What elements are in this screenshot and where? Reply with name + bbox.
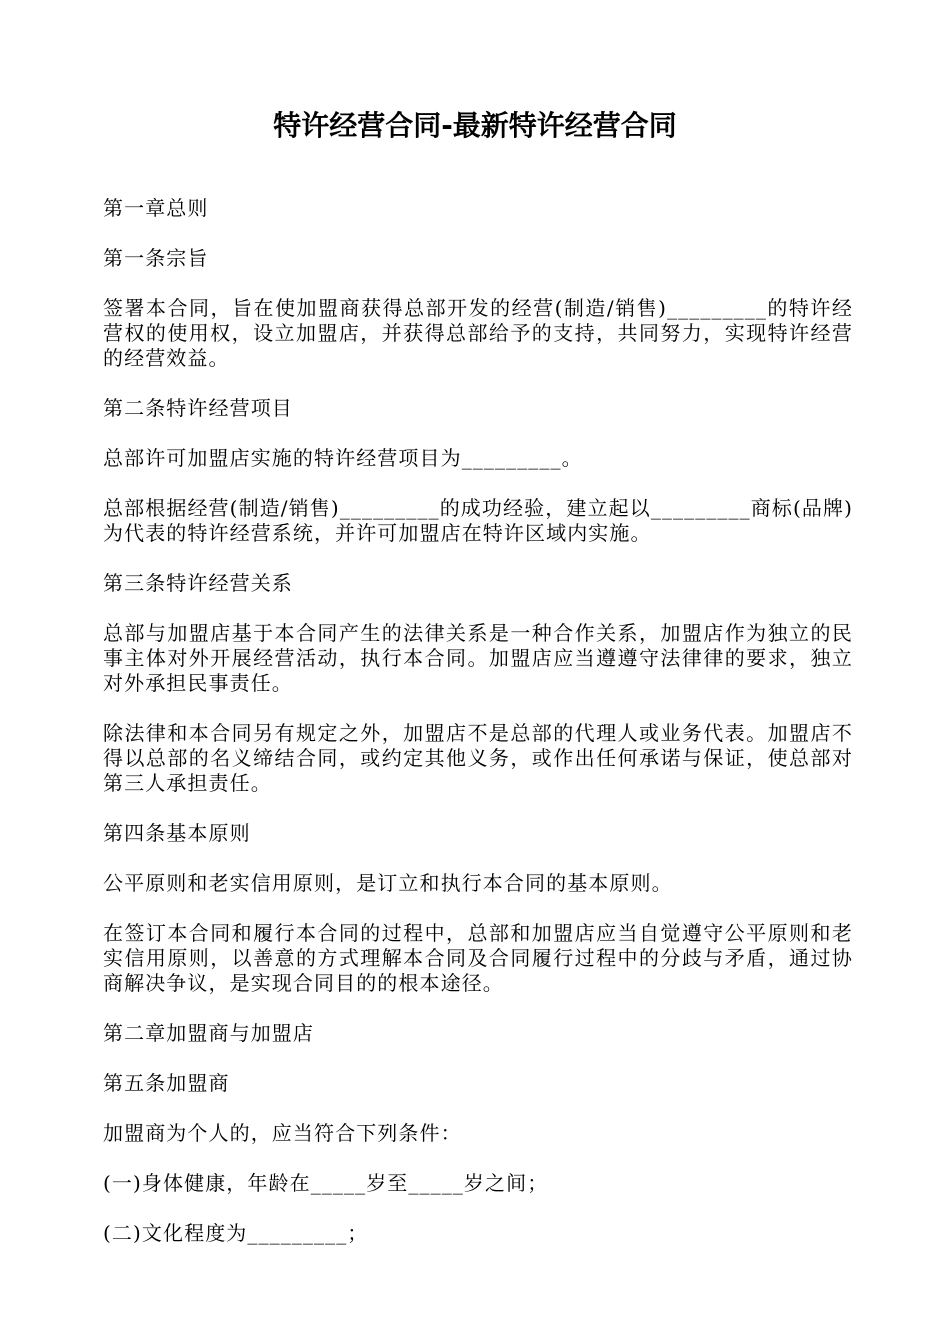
- paragraph: 总部与加盟店基于本合同产生的法律关系是一种合作关系，加盟店作为独立的民事主体对外开展经营活动，执行本合同。加盟店应当遵遵守法律律的要求，独立对外承担民事责任。: [103, 621, 853, 695]
- document-body: [103, 196, 853, 1271]
- article-heading: 第三条特许经营关系: [103, 571, 293, 595]
- list-item: (一)身体健康，年龄在_____岁至_____岁之间；: [103, 1171, 549, 1195]
- article-heading: 第四条基本原则: [103, 821, 251, 845]
- chapter-heading: 第二章加盟商与加盟店: [103, 1021, 314, 1045]
- list-item: (二)文化程度为_________；: [103, 1221, 369, 1245]
- article-heading: 第一条宗旨: [103, 246, 209, 270]
- document-title: 特许经营合同-最新特许经营合同: [273, 109, 677, 142]
- chapter-heading: 第一章总则: [103, 196, 209, 220]
- article-heading: 第二条特许经营项目: [103, 396, 293, 420]
- paragraph: 总部根据经营(制造/销售)_________的成功经验，建立起以_________商标(品牌)为代表的特许经营系统，并许可加盟店在特许区域内实施。: [103, 496, 853, 545]
- paragraph: 加盟商为个人的，应当符合下列条件：: [103, 1121, 462, 1145]
- paragraph: 除法律和本合同另有规定之外，加盟店不是总部的代理人或业务代表。加盟店不得以总部的名义缔结合同，或约定其他义务，或作出任何承诺与保证，使总部对第三人承担责任。: [103, 721, 853, 795]
- paragraph: 在签订本合同和履行本合同的过程中，总部和加盟店应当自觉遵守公平原则和老实信用原则，以善意的方式理解本合同及合同履行过程中的分歧与矛盾，通过协商解决争议，是实现合同目的的根本途径。: [103, 921, 853, 995]
- paragraph: 签署本合同，旨在使加盟商获得总部开发的经营(制造/销售)_________的特许经营权的使用权，设立加盟店，并获得总部给予的支持，共同努力，实现特许经营的经营效益。: [103, 296, 853, 370]
- article-heading: 第五条加盟商: [103, 1071, 230, 1095]
- paragraph: 总部许可加盟店实施的特许经营项目为_________。: [103, 446, 583, 470]
- paragraph: 公平原则和老实信用原则，是订立和执行本合同的基本原则。: [103, 871, 673, 895]
